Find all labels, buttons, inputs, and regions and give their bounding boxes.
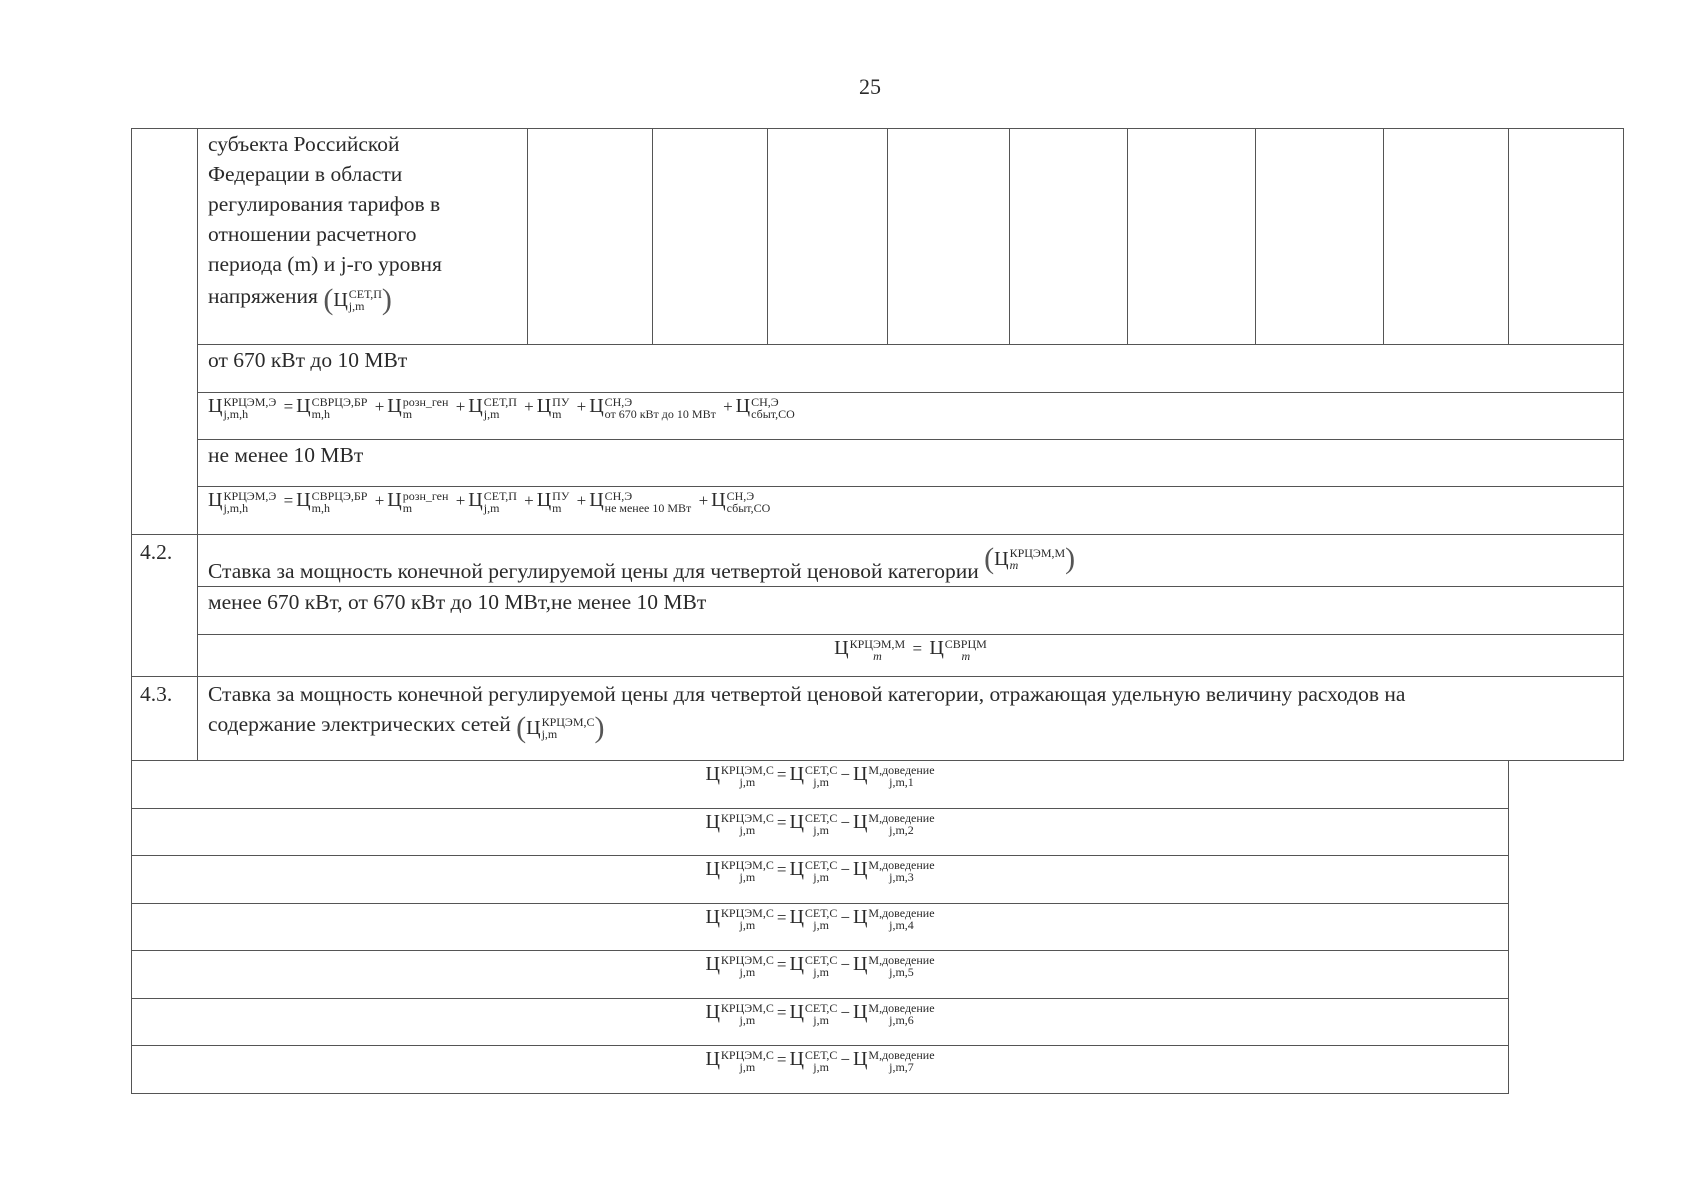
row-section-4-3-formula — [132, 903, 1624, 951]
range-cell: не менее 10 МВт — [198, 440, 1624, 487]
empty-cell — [888, 129, 1010, 345]
formula-krcem-e-10mw: Ц КРЦЭМ,Э j,m,h = Ц СВРЦЭ,БР m,h + Ц розн_ген m + Ц СЕТ,П j,m + Ц ПУ m + Ц СН,Э не менее 10 МВт + Ц СН,Э сбыт,СО — [208, 489, 771, 515]
row-section-4-3-title — [132, 677, 1624, 761]
formula-cell — [132, 1046, 1509, 1094]
row-section-4-2-title — [132, 535, 1624, 587]
row-section-4-3-formula — [132, 1046, 1624, 1094]
section-number-cell — [132, 129, 198, 535]
formula-krcem-e-670: Ц КРЦЭМ,Э j,m,h = Ц СВРЦЭ,БР m,h + Ц розн_ген m + Ц СЕТ,П j,m + Ц ПУ m + Ц СН,Э от 670 кВт до 10 МВт + Ц СН,Э сбыт,СО — [208, 395, 795, 421]
row-10mw — [132, 440, 1624, 487]
subject-line-last — [208, 281, 517, 316]
subject-line: регулирования тарифов в — [208, 192, 441, 216]
formula-krcem-m: Ц КРЦЭМ,М m = Ц СВРЦМ m — [834, 637, 987, 663]
row-section-4-3-formula — [132, 856, 1624, 904]
krcem-c-symbol: ( Ц КРЦЭМ,С j,m ) — [516, 711, 605, 744]
row-section-4-2-subtitle — [132, 587, 1624, 635]
section-4-3-title: Ставка за мощность конечной регулируемой цены для четвертой ценовой категории, отражающая удельную величину расходов на — [208, 682, 1406, 706]
subject-line: субъекта Российской — [208, 132, 400, 156]
empty-cell — [528, 129, 653, 345]
range-cell: от 670 кВт до 10 МВт — [198, 345, 1624, 393]
page-number: 25 — [859, 74, 881, 99]
formula-krcem-c: Ц КРЦЭМ,С j,m = Ц СЕТ,С j,m − Ц М,доведение j,m,1 — [705, 763, 935, 789]
row-section-4-3-formula — [132, 761, 1624, 809]
empty-cell — [1256, 129, 1384, 345]
formula-krcem-c: Ц КРЦЭМ,С j,m = Ц СЕТ,С j,m − Ц М,доведение j,m,7 — [705, 1048, 935, 1074]
row-section-4-3-formula — [132, 998, 1624, 1046]
section-number-4-2: 4.2. — [132, 535, 198, 677]
section-4-2-title: Ставка за мощность конечной регулируемой цены для четвертой ценовой категории — [208, 559, 979, 583]
empty-cell — [768, 129, 888, 345]
subject-text-cell — [198, 129, 528, 345]
section-4-3-title-cell — [198, 677, 1624, 761]
row-tariff-subject — [132, 129, 1624, 345]
row-formula-10mw — [132, 487, 1624, 535]
row-section-4-3-formula — [132, 951, 1624, 999]
empty-cell — [1010, 129, 1128, 345]
row-section-4-3-formula — [132, 808, 1624, 856]
formula-cell — [132, 808, 1509, 856]
formula-krcem-c: Ц КРЦЭМ,С j,m = Ц СЕТ,С j,m − Ц М,доведение j,m,4 — [705, 905, 935, 932]
row-section-4-2-formula — [132, 635, 1624, 677]
formula-cell — [132, 856, 1509, 904]
subject-line: периода (m) и j-го уровня — [208, 252, 442, 276]
section-4-3-title-line2: содержание электрических сетей ( Ц КРЦЭМ,С j,m ) — [208, 711, 605, 744]
formula-krcem-c: Ц КРЦЭМ,С j,m = Ц СЕТ,С j,m − Ц М,доведение j,m,3 — [705, 858, 935, 884]
section-number-4-3: 4.3. — [132, 677, 198, 761]
formula-krcem-c: Ц КРЦЭМ,С j,m = Ц СЕТ,С j,m − Ц М,доведение j,m,5 — [705, 953, 935, 979]
formula-cell — [198, 487, 1624, 535]
formula-cell — [198, 635, 1624, 677]
formula-cell — [132, 903, 1509, 951]
empty-cell — [1509, 129, 1624, 345]
formula-cell — [198, 393, 1624, 440]
subject-line: Федерации в области — [208, 162, 403, 186]
formula-cell — [132, 761, 1509, 809]
empty-cell — [1128, 129, 1256, 345]
section-4-2-subtitle: менее 670 кВт, от 670 кВт до 10 МВт,не менее 10 МВт — [198, 587, 1624, 635]
row-670-10 — [132, 345, 1624, 393]
tariff-table — [131, 128, 1624, 1094]
empty-cell — [1384, 129, 1509, 345]
subject-line: отношении расчетного — [208, 222, 417, 246]
row-formula-670 — [132, 393, 1624, 440]
formula-cell — [132, 998, 1509, 1046]
krcem-m-symbol: ( Ц КРЦЭМ,М m ) — [984, 542, 1076, 575]
subject-last-text: напряжения — [208, 284, 318, 308]
section-4-2-title-cell — [198, 535, 1624, 587]
set-p-symbol: ( Ц СЕТ,П j,m ) — [323, 283, 392, 316]
formula-krcem-c: Ц КРЦЭМ,С j,m = Ц СЕТ,С j,m − Ц М,доведение j,m,2 — [705, 810, 935, 837]
empty-cell — [653, 129, 768, 345]
formula-cell — [132, 951, 1509, 999]
formula-krcem-c: Ц КРЦЭМ,С j,m = Ц СЕТ,С j,m − Ц М,доведение j,m,6 — [705, 1000, 935, 1027]
